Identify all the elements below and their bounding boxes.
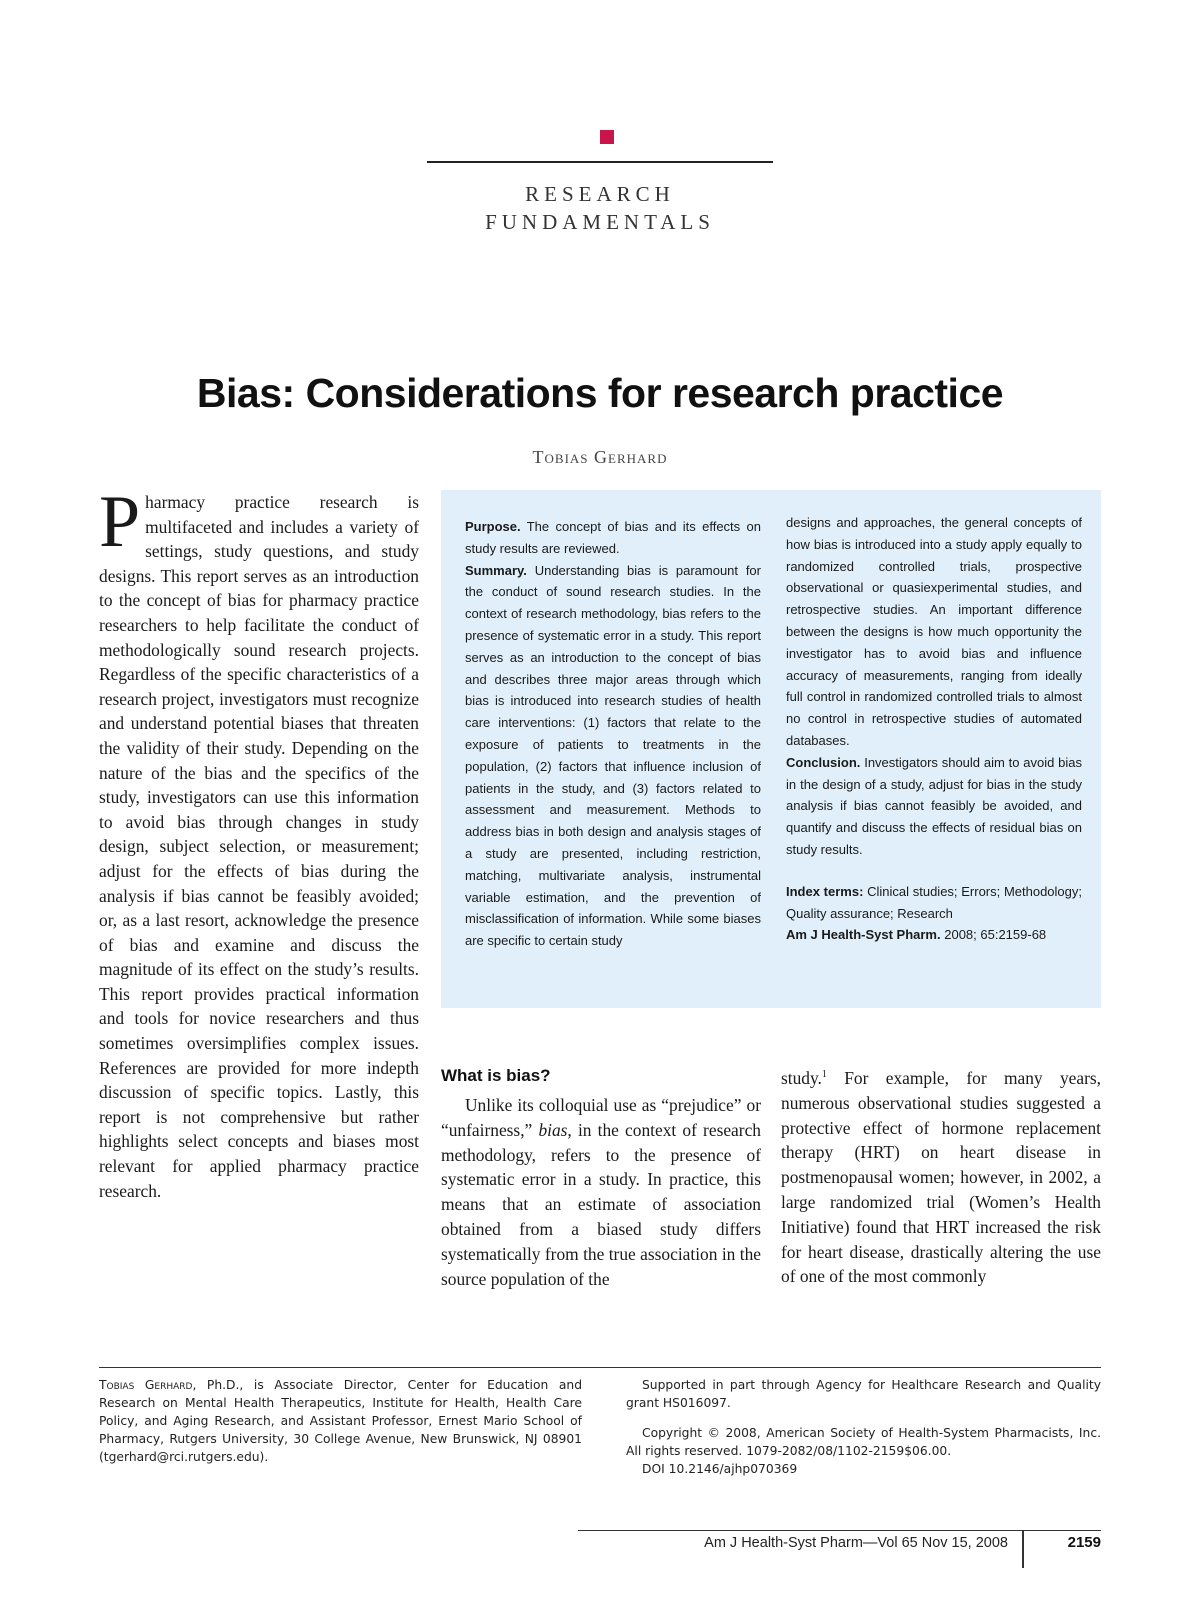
index-terms-label: Index terms: bbox=[786, 883, 864, 899]
index-terms-text: Clinical studies; Errors; Methodology; Quality assurance; Research bbox=[786, 883, 1082, 921]
body-text-study: study. bbox=[781, 1068, 822, 1088]
section-label-line1: RESEARCH bbox=[525, 182, 675, 206]
drop-cap: P bbox=[99, 481, 141, 563]
abstract-column-right bbox=[786, 512, 1082, 946]
purpose-label: Purpose. bbox=[465, 519, 521, 534]
footer-divider bbox=[1022, 1530, 1024, 1568]
reference-marker[interactable]: 1 bbox=[821, 1069, 827, 1081]
affiliation-text: , Ph.D., is Associate Director, Center for Education and Research on Mental Health Therapeutics, Institute for Health, Health Care Policy, and Aging Research, and Assistant Professor, Ernest Mario School of Pharmacy, Rutgers University, 30 College Avenue, New Brunswick, NJ 08901 (tgerhard@rci.rutgers.edu). bbox=[99, 1378, 582, 1464]
author-affiliation bbox=[99, 1376, 582, 1466]
funding-and-copyright bbox=[626, 1376, 1101, 1490]
copyright-note: Copyright © 2008, American Society of Health-System Pharmacists, Inc. All rights reserved. 1079-2082/08/1102-2159$06.00. bbox=[626, 1426, 1101, 1458]
body-text-continued: For example, for many years, numerous observational studies suggested a protective effect of hormone replacement therapy (HRT) on heart disease in postmenopausal women; however, in 2002, a large randomized trial (Women’s Health Initiative) found that HRT increased the risk for heart disease, drastically altering the use of one of the most commonly bbox=[781, 1068, 1101, 1287]
body-column-3 bbox=[781, 1066, 1101, 1289]
footnote-rule bbox=[99, 1367, 1101, 1368]
section-label-line2: FUNDAMENTALS bbox=[485, 210, 715, 234]
citation-text: 2008; 65:2159-68 bbox=[944, 927, 1047, 943]
conclusion-label: Conclusion. bbox=[786, 754, 861, 770]
body-text-italic: bias, bbox=[538, 1119, 572, 1140]
intro-paragraph bbox=[99, 481, 419, 1203]
section-marker bbox=[600, 130, 614, 144]
doi-note: DOI 10.2146/ajhp070369 bbox=[642, 1462, 798, 1476]
body-text-post: in the context of research methodology, refers to the presence of systematic error in a study. In practice, this means that an estimate of association obtained from a biased study differs systematically from the true association in the source population of the bbox=[441, 1119, 761, 1289]
summary-label: Summary. bbox=[465, 562, 527, 578]
body-column-2 bbox=[441, 1093, 761, 1291]
journal-footer: Am J Health-Syst Pharm—Vol 65 Nov 15, 2008 bbox=[704, 1535, 1008, 1551]
abstract-box bbox=[441, 490, 1101, 1008]
section-heading: What is bias? bbox=[441, 1066, 551, 1085]
support-note: Supported in part through Agency for Healthcare Research and Quality grant HS016097. bbox=[626, 1378, 1101, 1410]
affiliation-author-name: Tobias Gerhard bbox=[99, 1378, 193, 1392]
article-title: Bias: Considerations for research practice bbox=[196, 370, 1004, 416]
citation-label: Am J Health-Syst Pharm. bbox=[786, 927, 941, 943]
section-label bbox=[427, 180, 773, 236]
header-rule bbox=[427, 161, 773, 163]
summary-text-1: Understanding bias is paramount for the conduct of sound research studies. In the context of research methodology, bias refers to the presence of systematic error in a study. This report serves as an introduction to the concept of bias and describes three major areas through which bias is introduced into research studies of health care interventions: (1) factors that relate to the exposure of patients to treatments in the population, (2) factors that influence inclusion of patients in the study, and (3) factors related to assessment and measurement. Methods to address bias in both design and analysis stages of a study are presented, including restriction, matching, multivariate analysis, instrumental variable estimation, and the prevention of misclassification of information. While some biases are specific to certain study bbox=[465, 562, 761, 949]
intro-text: harmacy practice research is multifaceted and includes a variety of settings, study questions, and study designs. This report serves as an introduction to the concept of bias for pharmacy practice researchers to help facilitate the conduct of methodologically sound research projects. Regardless of the specific characteristics of a research project, investigators must recognize and understand potential biases that threaten the validity of their study. Depending on the nature of the bias and the specifics of the study, investigators can use this information to avoid bias through changes in study design, subject selection, or measurement; adjust for the effects of bias during the analysis if bias cannot be feasibly avoided; or, as a last resort, acknowledge the presence of bias and examine and discuss the magnitude of its effect on the study’s results. This report provides practical information and tools for novice researchers and thus sometimes oversimplifies complex issues. References are provided for more indepth discussion of specific topics. Lastly, this report is not comprehensive but rather highlights select concepts and biases most relevant for applied pharmacy practice research. bbox=[99, 492, 419, 1201]
purpose-text: The concept of bias and its effects on study results are reviewed. bbox=[465, 519, 761, 556]
page-number: 2159 bbox=[1067, 1534, 1101, 1551]
conclusion-text: Investigators should aim to avoid bias in the design of a study, adjust for bias in the study analysis if bias cannot feasibly be avoided, and quantify and discuss the effects of residual bias on study results. bbox=[786, 754, 1082, 857]
summary-text-2: designs and approaches, the general concepts of how bias is introduced into a study apply equally to randomized controlled trials, prospective observational or quasiexperimental studies, and retrospective studies. An important difference between the designs is how much opportunity the investigator has to avoid bias and influence accuracy of measurements, ranging from ideally full control in randomized controlled trials to almost no control in retrospective studies of automated databases. bbox=[786, 515, 1082, 748]
abstract-column-left bbox=[465, 516, 761, 952]
body-text-pre: Unlike its colloquial use as “prejudice” or “unfairness,” bbox=[441, 1095, 761, 1140]
article-author: Tobias Gerhard bbox=[532, 447, 668, 467]
